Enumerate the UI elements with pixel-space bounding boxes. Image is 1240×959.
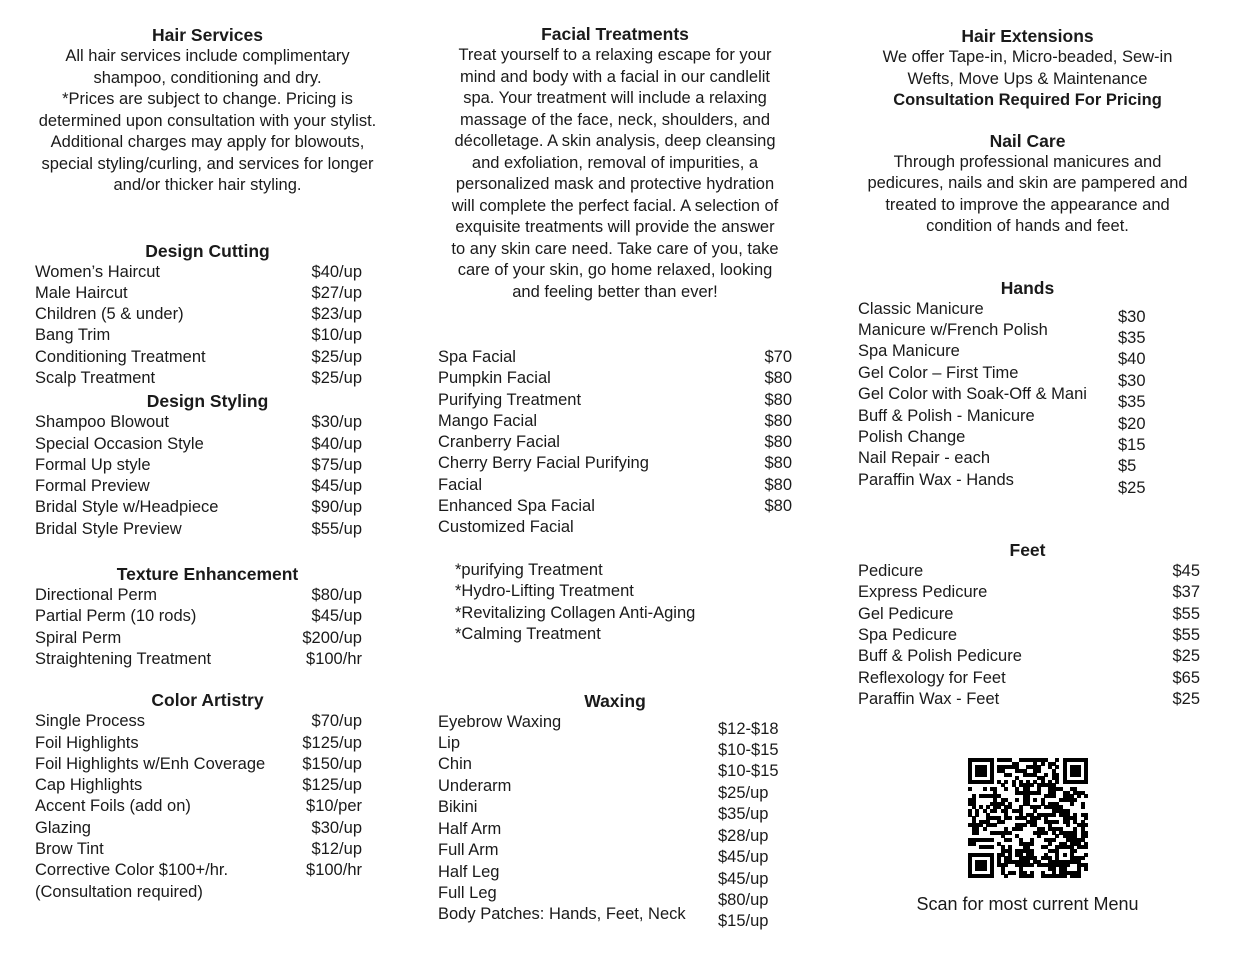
service-label: Spa Pedicure — [858, 626, 958, 645]
service-label: Mango Facial — [438, 411, 538, 430]
service-price: $30/up — [311, 413, 362, 432]
service-label: Glazing — [35, 818, 91, 837]
service-row — [35, 476, 362, 497]
service-label: Spa Manicure — [858, 342, 960, 361]
addon-treatment: *Calming Treatment — [455, 625, 601, 644]
service-row — [35, 455, 362, 476]
service-price: $25 — [1172, 689, 1200, 708]
service-price: $90/up — [311, 498, 362, 517]
paragraph-line: to any skin care need. Take care of you, take — [451, 239, 779, 258]
service-label: Bridal Style w/Headpiece — [35, 498, 219, 517]
service-label: Reflexology for Feet — [858, 668, 1006, 687]
service-label: Lip — [438, 734, 461, 753]
service-price: $80/up — [311, 586, 362, 605]
service-price: $5 — [1118, 457, 1137, 476]
texture-enhancement-list — [35, 585, 362, 670]
service-row — [438, 411, 792, 432]
service-label: Brow Tint — [35, 840, 104, 859]
service-price: $12/up — [311, 840, 362, 859]
service-price: $35 — [1118, 393, 1146, 412]
service-price: $70 — [764, 348, 792, 366]
paragraph-line: pedicures, nails and skin are pampered and — [867, 174, 1188, 192]
paragraph-line: and exfoliation, removal of impurities, a — [471, 153, 759, 172]
paragraph-line: Treat yourself to a relaxing escape for your — [458, 46, 772, 64]
service-label: Half Leg — [438, 862, 500, 881]
service-price: $55 — [1172, 604, 1200, 623]
service-row — [35, 733, 362, 754]
service-row — [858, 604, 1200, 625]
paragraph-line: We offer Tape-in, Micro-beaded, Sew-in — [882, 48, 1173, 66]
service-label: Classic Manicure — [858, 299, 984, 318]
texture-enhancement-title: Texture Enhancement — [116, 564, 299, 585]
service-price: $25/up — [718, 783, 769, 802]
consultation-required-note: Consultation Required For Pricing — [893, 91, 1162, 109]
facial-treatments-title: Facial Treatments — [541, 24, 689, 44]
paragraph-line: spa. Your treatment will include a relaxing — [463, 89, 767, 107]
service-row — [35, 775, 362, 796]
column-extensions-and-nails — [815, 0, 1240, 916]
service-price: $80 — [764, 433, 792, 452]
hair-extensions-paragraph — [815, 47, 1240, 90]
service-label: Cap Highlights — [35, 776, 143, 795]
service-label: Paraffin Wax - Hands — [858, 470, 1014, 489]
service-price: $150/up — [302, 754, 362, 773]
service-price: $25 — [1118, 478, 1146, 497]
service-label: Bridal Style Preview — [35, 519, 182, 538]
service-price: $65 — [1172, 668, 1200, 687]
service-price: $75/up — [311, 455, 362, 474]
service-label: Half Arm — [438, 819, 502, 838]
service-label: Corrective Color $100+/hr. — [35, 861, 229, 880]
service-price: $80 — [764, 475, 792, 494]
service-row — [35, 860, 362, 881]
service-label: (Consultation required) — [35, 882, 203, 901]
service-price: $12-$18 — [718, 719, 779, 738]
design-styling-title: Design Styling — [146, 391, 269, 412]
service-row — [35, 839, 362, 860]
service-label: Single Process — [35, 712, 146, 731]
service-row — [438, 432, 792, 453]
service-row — [35, 347, 362, 368]
service-label: Accent Foils (add on) — [35, 797, 191, 816]
service-price: $30 — [1118, 307, 1146, 326]
hair-services-paragraph — [0, 46, 415, 197]
paragraph-line: will complete the perfect facial. A selection of — [451, 196, 779, 215]
paragraph-line: care of your skin, go home relaxed, looking — [457, 261, 773, 279]
service-row — [35, 262, 362, 283]
facial-services-list — [438, 347, 792, 539]
service-price: $15 — [1118, 435, 1146, 454]
waxing-title: Waxing — [584, 690, 646, 711]
service-price: $40 — [1118, 350, 1146, 369]
feet-title: Feet — [1009, 540, 1046, 561]
service-price: $40/up — [311, 434, 362, 453]
service-row — [35, 796, 362, 817]
service-label: Gel Pedicure — [858, 604, 954, 623]
service-price: $80 — [764, 390, 792, 409]
service-row — [35, 283, 362, 304]
service-price: $125/up — [302, 733, 362, 752]
service-price: $45 — [1172, 562, 1200, 581]
service-label: Cherry Berry Facial Purifying — [438, 454, 649, 473]
paragraph-line: condition of hands and feet. — [926, 217, 1129, 235]
service-price: $35 — [1118, 328, 1146, 347]
service-label: Foil Highlights w/Enh Coverage — [35, 754, 266, 773]
service-row — [35, 497, 362, 518]
service-price: $10-$15 — [718, 741, 779, 760]
paragraph-line: mind and body with a facial in our candlelit — [459, 67, 770, 86]
service-price: $80 — [764, 497, 792, 516]
service-row — [35, 754, 362, 775]
paragraph-line: Wefts, Move Ups & Maintenance — [907, 69, 1148, 88]
service-label: Straightening Treatment — [35, 649, 212, 668]
service-label: Pumpkin Facial — [438, 369, 551, 388]
service-row — [35, 649, 362, 670]
service-price: $25/up — [311, 368, 362, 387]
service-label: Customized Facial — [438, 518, 574, 537]
facial-treatments-intro — [415, 23, 815, 303]
service-row — [438, 496, 792, 517]
service-price: $55 — [1172, 626, 1200, 645]
service-label: Express Pedicure — [858, 583, 988, 602]
service-price: $30 — [1118, 371, 1146, 390]
hair-extensions-title: Hair Extensions — [961, 26, 1094, 46]
service-price: $40/up — [311, 262, 362, 281]
service-price: $30/up — [311, 818, 362, 837]
service-price: $45/up — [311, 607, 362, 626]
service-label: Bang Trim — [35, 326, 111, 345]
service-label: Chin — [438, 755, 472, 774]
hands-list — [858, 299, 1240, 497]
service-price: $15/up — [718, 912, 769, 931]
paragraph-line: Additional charges may apply for blowouts, — [50, 133, 365, 151]
service-label: Underarm — [438, 776, 512, 795]
paragraph-line: All hair services include complimentary — [65, 47, 350, 65]
paragraph-line: exquisite treatments will provide the answer — [455, 218, 775, 236]
hands-prices — [1118, 307, 1146, 500]
hair-services-intro — [0, 24, 415, 197]
paragraph-line: and/or thicker hair styling. — [113, 176, 302, 194]
service-label: Facial — [438, 475, 483, 494]
service-price: $37 — [1172, 583, 1200, 602]
service-price: $80/up — [718, 890, 769, 909]
service-label: Enhanced Spa Facial — [438, 497, 595, 516]
service-label: Male Haircut — [35, 283, 128, 302]
service-label: Full Leg — [438, 883, 497, 902]
color-artistry-list — [35, 711, 362, 903]
service-row — [35, 711, 362, 732]
paragraph-line: massage of the face, neck, shoulders, and — [459, 110, 771, 129]
service-row — [35, 585, 362, 606]
service-label: Special Occasion Style — [35, 434, 204, 453]
feet-list — [858, 561, 1200, 710]
service-label: Nail Repair - each — [858, 449, 991, 468]
service-label: Pedicure — [858, 562, 924, 581]
service-label: Full Arm — [438, 841, 499, 860]
service-label: Spiral Perm — [35, 628, 122, 647]
service-row — [858, 582, 1200, 603]
paragraph-line: and feeling better than ever! — [512, 282, 718, 301]
nail-care-intro — [815, 130, 1240, 238]
service-row — [35, 519, 362, 540]
service-label: Gel Color with Soak-Off & Mani — [858, 385, 1087, 404]
service-label: Buff & Polish Pedicure — [858, 647, 1022, 666]
service-label: Polish Change — [858, 427, 966, 446]
qr-caption: Scan for most current Menu — [916, 894, 1139, 915]
service-price: $100/hr — [306, 861, 362, 880]
nail-care-title: Nail Care — [989, 130, 1066, 151]
service-label: Children (5 & under) — [35, 305, 184, 324]
service-price: $25 — [1172, 647, 1200, 666]
service-row — [35, 325, 362, 346]
service-price: $20 — [1118, 414, 1146, 433]
waxing-prices — [718, 719, 779, 933]
service-price: $80 — [764, 369, 792, 388]
service-label: Women’s Haircut — [35, 262, 161, 281]
service-label: Buff & Polish - Manicure — [858, 406, 1035, 425]
column-facial-and-waxing — [415, 0, 815, 931]
service-row — [438, 390, 792, 411]
column-hair-services — [0, 0, 415, 903]
service-price: $23/up — [311, 305, 362, 324]
service-price: $100/hr — [306, 649, 362, 668]
hair-extensions-intro — [815, 25, 1240, 112]
service-row — [35, 628, 362, 649]
paragraph-line: Through professional manicures and — [893, 152, 1162, 171]
service-label: Paraffin Wax - Feet — [858, 689, 1000, 708]
service-price: $80 — [764, 411, 792, 430]
service-row — [438, 517, 792, 538]
service-label: Purifying Treatment — [438, 390, 582, 409]
hands-labels — [858, 299, 1240, 492]
service-price: $10/up — [311, 326, 362, 345]
service-price: $25/up — [311, 347, 362, 366]
service-row — [35, 882, 362, 903]
design-cutting-title: Design Cutting — [145, 240, 270, 261]
service-label: Conditioning Treatment — [35, 347, 206, 366]
service-row — [438, 368, 792, 389]
facial-treatments-paragraph — [415, 45, 815, 303]
service-row — [35, 412, 362, 433]
addon-treatment: *Revitalizing Collagen Anti-Aging — [455, 603, 696, 622]
service-price: $35/up — [718, 805, 769, 824]
paragraph-line: décolletage. A skin analysis, deep cleansing — [454, 132, 776, 150]
service-label: Formal Up style — [35, 455, 151, 474]
waxing-list — [438, 712, 815, 931]
service-row — [35, 304, 362, 325]
service-row — [438, 475, 792, 496]
service-price: $70/up — [311, 712, 362, 731]
service-price: $80 — [764, 454, 792, 473]
paragraph-line: personalized mask and protective hydration — [455, 175, 775, 193]
nail-care-paragraph — [815, 152, 1240, 238]
addon-treatment: *Hydro-Lifting Treatment — [455, 582, 634, 601]
color-artistry-title: Color Artistry — [151, 690, 264, 711]
service-row — [35, 434, 362, 455]
service-price: $45/up — [718, 869, 769, 888]
service-label: Manicure w/French Polish — [858, 320, 1048, 339]
service-row — [438, 453, 792, 474]
paragraph-line: *Prices are subject to change. Pricing is — [62, 90, 353, 108]
service-label: Spa Facial — [438, 348, 516, 366]
paragraph-line: treated to improve the appearance and — [885, 195, 1170, 214]
qr-code-image[interactable] — [968, 758, 1088, 878]
service-row — [858, 646, 1200, 667]
service-row — [858, 689, 1200, 710]
service-price: $200/up — [302, 628, 362, 647]
qr-block — [815, 758, 1240, 916]
service-price: $45/up — [718, 848, 769, 867]
service-row — [35, 818, 362, 839]
paragraph-line: determined upon consultation with your stylist. — [38, 111, 377, 130]
hair-services-title: Hair Services — [152, 25, 263, 45]
service-label: Eyebrow Waxing — [438, 712, 562, 731]
service-price: $45/up — [311, 477, 362, 496]
service-label: Gel Color – First Time — [858, 363, 1019, 382]
service-row — [35, 606, 362, 627]
design-cutting-list — [35, 262, 362, 390]
service-label: Foil Highlights — [35, 733, 139, 752]
service-price: $27/up — [311, 283, 362, 302]
service-row — [35, 368, 362, 389]
service-label: Bikini — [438, 798, 478, 817]
service-row — [858, 561, 1200, 582]
service-label: Partial Perm (10 rods) — [35, 607, 197, 626]
addon-treatment: *purifying Treatment — [455, 560, 603, 579]
service-label: Body Patches: Hands, Feet, Neck — [438, 905, 686, 924]
service-price: $28/up — [718, 826, 769, 845]
service-price: $125/up — [302, 776, 362, 795]
design-styling-list — [35, 412, 362, 540]
hands-title: Hands — [1000, 277, 1055, 298]
paragraph-line: shampoo, conditioning and dry. — [93, 68, 322, 87]
service-label: Formal Preview — [35, 477, 150, 496]
service-label: Scalp Treatment — [35, 368, 156, 387]
facial-addon-treatments — [455, 560, 815, 646]
service-label: Cranberry Facial — [438, 433, 560, 452]
service-price: $10/per — [306, 797, 362, 816]
service-row — [858, 668, 1200, 689]
service-label: Directional Perm — [35, 586, 157, 605]
service-row — [858, 625, 1200, 646]
paragraph-line: special styling/curling, and services for longer — [41, 154, 374, 173]
service-price: $55/up — [311, 519, 362, 538]
service-price: $10-$15 — [718, 762, 779, 781]
service-label: Shampoo Blowout — [35, 413, 169, 432]
service-row — [438, 347, 792, 368]
